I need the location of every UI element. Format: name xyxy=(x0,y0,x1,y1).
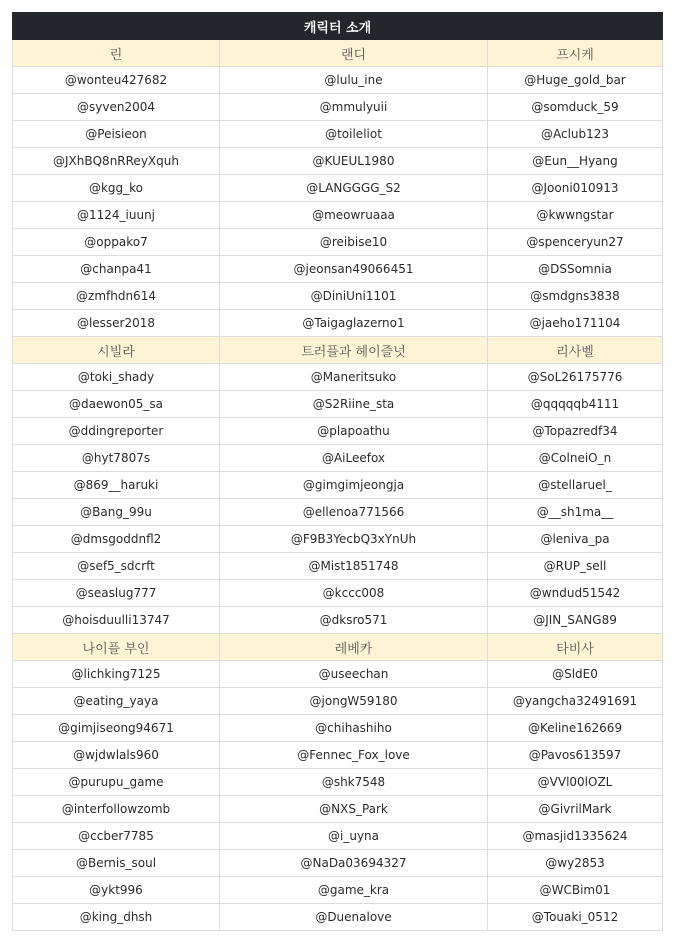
user-handle-cell: @Bernis_soul xyxy=(13,850,220,877)
user-handle-cell: @wndud51542 xyxy=(488,580,663,607)
user-handle-cell: @SoL26175776 xyxy=(488,364,663,391)
user-handle-cell: @lichking7125 xyxy=(13,661,220,688)
user-handle-cell: @JXhBQ8nRReyXquh xyxy=(13,148,220,175)
user-handle-cell: @game_kra xyxy=(220,877,488,904)
table-row xyxy=(13,310,663,337)
user-handle-cell: @gimjiseong94671 xyxy=(13,715,220,742)
table-row xyxy=(13,445,663,472)
user-handle-cell: @SldE0 xyxy=(488,661,663,688)
user-handle-cell: @hoisduulli13747 xyxy=(13,607,220,634)
table-row xyxy=(13,607,663,634)
user-handle-cell: @masjid1335624 xyxy=(488,823,663,850)
user-handle-cell: @wy2853 xyxy=(488,850,663,877)
user-handle-cell: @Huge_gold_bar xyxy=(488,67,663,94)
user-handle-cell: @leniva_pa xyxy=(488,526,663,553)
user-handle-cell: @DiniUni1101 xyxy=(220,283,488,310)
character-intro-table xyxy=(12,12,663,931)
user-handle-cell: @yangcha32491691 xyxy=(488,688,663,715)
user-handle-cell: @ccber7785 xyxy=(13,823,220,850)
table-row xyxy=(13,472,663,499)
user-handle-cell: @zmfhdn614 xyxy=(13,283,220,310)
user-handle-cell: @ColneiO_n xyxy=(488,445,663,472)
user-handle-cell: @wjdwlals960 xyxy=(13,742,220,769)
table-row xyxy=(13,661,663,688)
user-handle-cell: @stellaruel_ xyxy=(488,472,663,499)
user-handle-cell: @__sh1ma__ xyxy=(488,499,663,526)
user-handle-cell: @Bang_99u xyxy=(13,499,220,526)
user-handle-cell: @VVl00lOZL xyxy=(488,769,663,796)
table-row xyxy=(13,742,663,769)
user-handle-cell: @RUP_sell xyxy=(488,553,663,580)
character-name-header: 시빌라 xyxy=(13,337,220,364)
user-handle-cell: @king_dhsh xyxy=(13,904,220,931)
character-name-header: 트러플과 헤이즐넛 xyxy=(220,337,488,364)
table-title: 캐릭터 소개 xyxy=(13,13,663,40)
character-name-header: 프시케 xyxy=(488,40,663,67)
table-row xyxy=(13,823,663,850)
user-handle-cell: @reibise10 xyxy=(220,229,488,256)
user-handle-cell: @seaslug777 xyxy=(13,580,220,607)
user-handle-cell: @Keline162669 xyxy=(488,715,663,742)
user-handle-cell: @mmulyuii xyxy=(220,94,488,121)
user-handle-cell: @smdgns3838 xyxy=(488,283,663,310)
character-name-header: 랜디 xyxy=(220,40,488,67)
table-row xyxy=(13,418,663,445)
character-name-header: 나이플 부인 xyxy=(13,634,220,661)
user-handle-cell: @ddingreporter xyxy=(13,418,220,445)
user-handle-cell: @Peisieon xyxy=(13,121,220,148)
user-handle-cell: @interfollowzomb xyxy=(13,796,220,823)
table-row xyxy=(13,256,663,283)
character-name-header: 레베카 xyxy=(220,634,488,661)
user-handle-cell: @kwwngstar xyxy=(488,202,663,229)
user-handle-cell: @JIN_SANG89 xyxy=(488,607,663,634)
user-handle-cell: @Fennec_Fox_love xyxy=(220,742,488,769)
user-handle-cell: @plapoathu xyxy=(220,418,488,445)
table-row xyxy=(13,877,663,904)
user-handle-cell: @1124_iuunj xyxy=(13,202,220,229)
table-row xyxy=(13,121,663,148)
user-handle-cell: @useechan xyxy=(220,661,488,688)
user-handle-cell: @Pavos613597 xyxy=(488,742,663,769)
user-handle-cell: @DSSomnia xyxy=(488,256,663,283)
user-handle-cell: @kgg_ko xyxy=(13,175,220,202)
table-row xyxy=(13,904,663,931)
table-row xyxy=(13,148,663,175)
table-row xyxy=(13,67,663,94)
user-handle-cell: @eating_yaya xyxy=(13,688,220,715)
user-handle-cell: @kccc008 xyxy=(220,580,488,607)
user-handle-cell: @ellenoa771566 xyxy=(220,499,488,526)
table-title-row xyxy=(13,13,663,40)
user-handle-cell: @S2Riine_sta xyxy=(220,391,488,418)
user-handle-cell: @oppako7 xyxy=(13,229,220,256)
user-handle-cell: @gimgimjeongja xyxy=(220,472,488,499)
section-header-row xyxy=(13,634,663,661)
user-handle-cell: @AiLeefox xyxy=(220,445,488,472)
user-handle-cell: @toileliot xyxy=(220,121,488,148)
user-handle-cell: @jaeho171104 xyxy=(488,310,663,337)
table-row xyxy=(13,94,663,121)
user-handle-cell: @Topazredf34 xyxy=(488,418,663,445)
user-handle-cell: @dmsgoddnfl2 xyxy=(13,526,220,553)
user-handle-cell: @Duenalove xyxy=(220,904,488,931)
user-handle-cell: @Maneritsuko xyxy=(220,364,488,391)
user-handle-cell: @daewon05_sa xyxy=(13,391,220,418)
user-handle-cell: @dksro571 xyxy=(220,607,488,634)
user-handle-cell: @chihashiho xyxy=(220,715,488,742)
user-handle-cell: @hyt7807s xyxy=(13,445,220,472)
section-header-row xyxy=(13,40,663,67)
character-intro-table-wrapper xyxy=(12,12,662,931)
user-handle-cell: @i_uyna xyxy=(220,823,488,850)
user-handle-cell: @F9B3YecbQ3xYnUh xyxy=(220,526,488,553)
section-header-row xyxy=(13,337,663,364)
table-body xyxy=(13,40,663,931)
character-name-header: 린 xyxy=(13,40,220,67)
user-handle-cell: @wonteu427682 xyxy=(13,67,220,94)
user-handle-cell: @chanpa41 xyxy=(13,256,220,283)
table-row xyxy=(13,850,663,877)
user-handle-cell: @NaDa03694327 xyxy=(220,850,488,877)
user-handle-cell: @purupu_game xyxy=(13,769,220,796)
user-handle-cell: @Eun__Hyang xyxy=(488,148,663,175)
table-row xyxy=(13,175,663,202)
user-handle-cell: @jongW59180 xyxy=(220,688,488,715)
table-row xyxy=(13,202,663,229)
user-handle-cell: @Aclub123 xyxy=(488,121,663,148)
user-handle-cell: @869__haruki xyxy=(13,472,220,499)
table-row xyxy=(13,229,663,256)
character-name-header: 리사벨 xyxy=(488,337,663,364)
user-handle-cell: @spenceryun27 xyxy=(488,229,663,256)
table-row xyxy=(13,499,663,526)
user-handle-cell: @sef5_sdcrft xyxy=(13,553,220,580)
table-row xyxy=(13,580,663,607)
user-handle-cell: @shk7548 xyxy=(220,769,488,796)
user-handle-cell: @ykt996 xyxy=(13,877,220,904)
table-row xyxy=(13,283,663,310)
user-handle-cell: @lulu_ine xyxy=(220,67,488,94)
user-handle-cell: @meowruaaa xyxy=(220,202,488,229)
user-handle-cell: @lesser2018 xyxy=(13,310,220,337)
table-row xyxy=(13,553,663,580)
table-row xyxy=(13,796,663,823)
user-handle-cell: @NXS_Park xyxy=(220,796,488,823)
user-handle-cell: @GivrilMark xyxy=(488,796,663,823)
user-handle-cell: @Jooni010913 xyxy=(488,175,663,202)
user-handle-cell: @Touaki_0512 xyxy=(488,904,663,931)
user-handle-cell: @syven2004 xyxy=(13,94,220,121)
user-handle-cell: @somduck_59 xyxy=(488,94,663,121)
user-handle-cell: @Mist1851748 xyxy=(220,553,488,580)
user-handle-cell: @jeonsan49066451 xyxy=(220,256,488,283)
user-handle-cell: @KUEUL1980 xyxy=(220,148,488,175)
table-row xyxy=(13,688,663,715)
table-row xyxy=(13,715,663,742)
table-row xyxy=(13,364,663,391)
user-handle-cell: @LANGGGG_S2 xyxy=(220,175,488,202)
user-handle-cell: @WCBim01 xyxy=(488,877,663,904)
character-name-header: 타비사 xyxy=(488,634,663,661)
user-handle-cell: @qqqqqb4111 xyxy=(488,391,663,418)
user-handle-cell: @Taigaglazerno1 xyxy=(220,310,488,337)
table-row xyxy=(13,526,663,553)
table-row xyxy=(13,391,663,418)
user-handle-cell: @toki_shady xyxy=(13,364,220,391)
table-row xyxy=(13,769,663,796)
